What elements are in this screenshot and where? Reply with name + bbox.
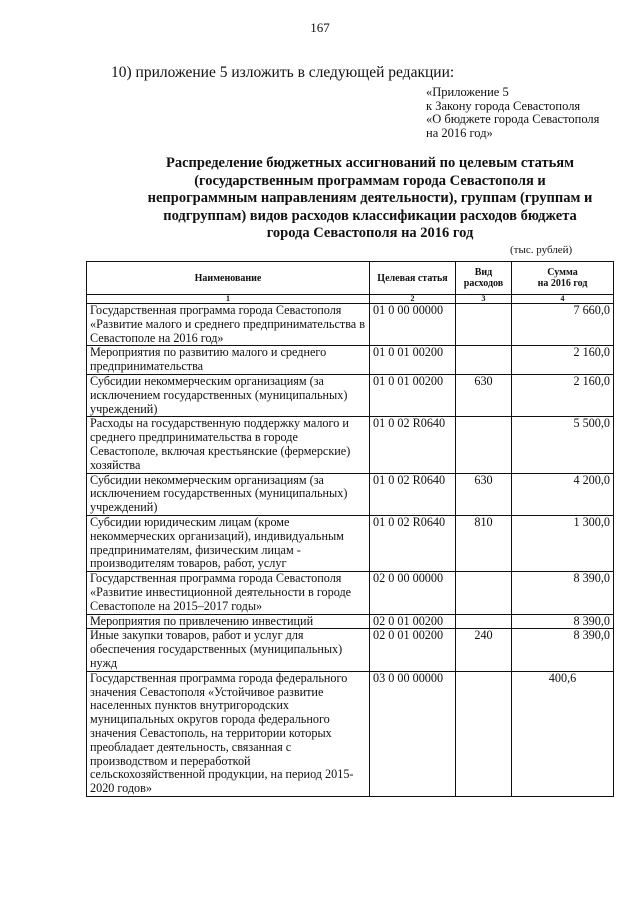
table-row [87, 614, 614, 629]
cell-type [456, 304, 512, 346]
column-number: 3 [456, 295, 512, 304]
title-line: (государственным программам города Севастополя и [194, 172, 546, 189]
cell-name: Субсидии некоммерческим организациям (за исключением государственных (муниципальных) учреждений) [87, 374, 370, 416]
header-name: Наименование [87, 262, 370, 295]
title-line: непрограммным направлениям деятельности), группам (группам и [147, 190, 593, 206]
cell-type: 810 [456, 515, 512, 571]
cell-name: Мероприятия по развитию малого и среднего предпринимательства [87, 346, 370, 375]
page-number: 167 [310, 20, 330, 35]
appendix-line: «О бюджете города Севастополя [426, 112, 600, 126]
document-title [120, 155, 620, 243]
title-line: города Севастополя на 2016 год [266, 225, 474, 241]
header-sum-line: на 2016 год [537, 278, 588, 289]
cell-article: 03 0 00 00000 [370, 671, 456, 796]
cell-sum: 4 200,0 [512, 473, 614, 515]
cell-name: Субсидии юридическим лицам (кроме некоммерческих организаций), индивидуальным предпринимателям, физическим лицам - производителям товаров, работ, услуг [87, 515, 370, 571]
cell-sum: 1 300,0 [512, 515, 614, 571]
cell-name: Мероприятия по привлечению инвестиций [87, 614, 370, 629]
cell-type [456, 417, 512, 473]
title-line: Распределение бюджетных ассигнований по целевым статьям [165, 155, 575, 171]
cell-name: Субсидии некоммерческим организациям (за исключением государственных (муниципальных) учреждений) [87, 473, 370, 515]
header-article: Целевая статья [370, 262, 456, 295]
table-row [87, 374, 614, 416]
table-row [87, 473, 614, 515]
cell-sum: 2 160,0 [512, 346, 614, 375]
cell-type: 630 [456, 473, 512, 515]
table-row [87, 346, 614, 375]
cell-article: 01 0 01 00200 [370, 374, 456, 416]
cell-sum: 8 390,0 [512, 614, 614, 629]
cell-name: Государственная программа города Севастополя «Развитие инвестиционной деятельности в городе Севастополе на 2015–2017 годы» [87, 572, 370, 614]
cell-type: 240 [456, 629, 512, 671]
column-number: 1 [87, 295, 370, 304]
appendix-line: на 2016 год» [426, 125, 493, 140]
intro-text: 10) приложение 5 изложить в следующей редакции: [111, 64, 455, 81]
table-row [87, 417, 614, 473]
cell-sum: 8 390,0 [512, 572, 614, 614]
cell-article: 01 0 00 00000 [370, 304, 456, 346]
table-row [87, 572, 614, 614]
cell-article: 02 0 01 00200 [370, 614, 456, 629]
cell-article: 02 0 01 00200 [370, 629, 456, 671]
header-type [456, 262, 512, 295]
cell-sum: 7 660,0 [512, 304, 614, 346]
cell-sum: 8 390,0 [512, 629, 614, 671]
table-row [87, 671, 614, 796]
cell-name: Государственная программа города Севастополя «Развитие малого и среднего предпринимательства в Севастополе на 2016 год» [87, 304, 370, 346]
cell-name: Государственная программа города федерального значения Севастополя «Устойчивое развитие населенных пунктов внутригородских муниципальных округов города федерального значения Севастополь, на территории которых преобладает деятельность, связанная с производством и переработкой сельскохозяйственной продукции, на период 2015-2020 годов» [87, 671, 370, 796]
cell-sum: 400,6 [512, 671, 614, 796]
cell-sum: 5 500,0 [512, 417, 614, 473]
header-sum [512, 262, 614, 295]
cell-type [456, 346, 512, 375]
appendix-reference [426, 86, 599, 140]
cell-name: Расходы на государственную поддержку малого и среднего предпринимательства в городе Севастополе, включая крестьянские (фермерские) хозяйства [87, 417, 370, 473]
cell-type [456, 572, 512, 614]
cell-article: 01 0 02 R0640 [370, 515, 456, 571]
column-number: 4 [512, 295, 614, 304]
cell-type [456, 671, 512, 796]
header-type-line: Вид [474, 267, 493, 278]
table-row [87, 629, 614, 671]
column-number: 2 [370, 295, 456, 304]
unit-label: (тыс. рублей) [510, 244, 573, 256]
cell-type: 630 [456, 374, 512, 416]
table-header-row [87, 262, 614, 295]
cell-article: 02 0 00 00000 [370, 572, 456, 614]
header-type-line: расходов [463, 278, 504, 289]
table-row [87, 515, 614, 571]
cell-sum: 2 160,0 [512, 374, 614, 416]
budget-table [86, 261, 614, 797]
cell-type [456, 614, 512, 629]
cell-article: 01 0 02 R0640 [370, 473, 456, 515]
cell-name: Иные закупки товаров, работ и услуг для обеспечения государственных (муниципальных) нужд [87, 629, 370, 671]
header-sum-line: Сумма [547, 267, 578, 278]
table-row [87, 304, 614, 346]
cell-article: 01 0 02 R0640 [370, 417, 456, 473]
appendix-line: «Приложение 5 [426, 85, 509, 99]
cell-article: 01 0 01 00200 [370, 346, 456, 375]
appendix-line: к Закону города Севастополя [426, 98, 581, 113]
title-line: подгруппам) видов расходов классификации расходов бюджета [163, 207, 577, 224]
